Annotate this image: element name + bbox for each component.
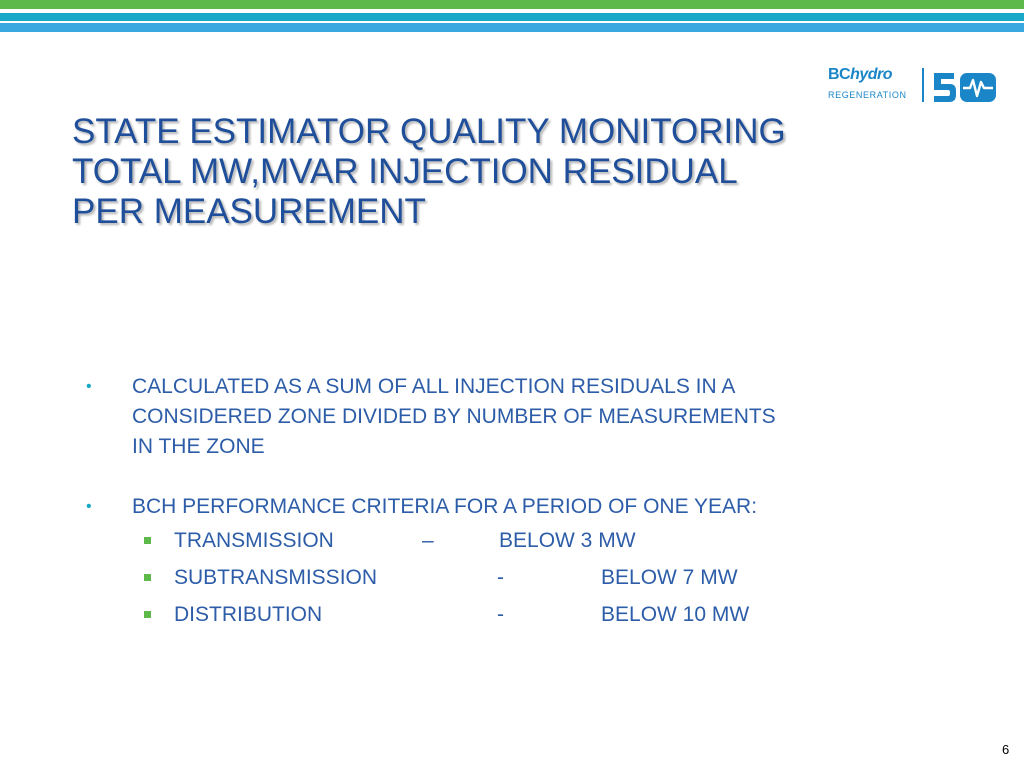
criteria-separator: - [497,566,504,589]
bullet-dot-icon: • [86,378,92,395]
bchydro-logo [824,66,1004,106]
bullet-item [86,492,936,522]
bullet-text-line: IN THE ZONE [132,435,265,458]
sub-bullet-item [86,559,936,596]
green-band [0,0,1024,9]
bullet-item [86,372,936,462]
sub-bullet-item [86,522,936,559]
bullet-dot-icon: • [86,498,92,515]
title-line: STATE ESTIMATOR QUALITY MONITORING [72,112,786,151]
criteria-value: BELOW 7 MW [601,566,738,589]
bullet-list [86,372,936,633]
slide-title [72,112,952,232]
logo-divider [922,68,924,102]
page-number: 6 [1002,742,1010,757]
bullet-text-line: CONSIDERED ZONE DIVIDED BY NUMBER OF MEASUREMENTS [132,405,776,428]
header-color-bands [0,0,1024,34]
criteria-category: TRANSMISSION [174,529,334,552]
criteria-value: BELOW 3 MW [499,529,636,552]
bullet-text-line: CALCULATED AS A SUM OF ALL INJECTION RESIDUALS IN A [132,375,736,398]
criteria-category: DISTRIBUTION [174,603,323,626]
logo-tagline: REGENERATION [828,90,907,100]
square-bullet-icon [144,574,151,581]
anniversary-50-icon [932,70,1002,104]
teal-band [0,13,1024,21]
logo-bc-text: BC [828,66,851,83]
criteria-category: SUBTRANSMISSION [174,566,378,589]
title-line: TOTAL MW,MVAR INJECTION RESIDUAL [72,152,738,191]
square-bullet-icon [144,611,151,618]
logo-wordmark [828,66,892,84]
blue-band [0,23,1024,32]
criteria-separator: – [422,529,434,552]
bullet-text-line: BCH PERFORMANCE CRITERIA FOR A PERIOD OF ONE YEAR: [132,495,758,518]
square-bullet-icon [144,537,151,544]
sub-bullet-item [86,596,936,633]
title-line: PER MEASUREMENT [72,192,426,231]
criteria-separator: - [497,603,504,626]
criteria-value: BELOW 10 MW [601,603,750,626]
logo-hydro-text: hydro [850,66,893,83]
